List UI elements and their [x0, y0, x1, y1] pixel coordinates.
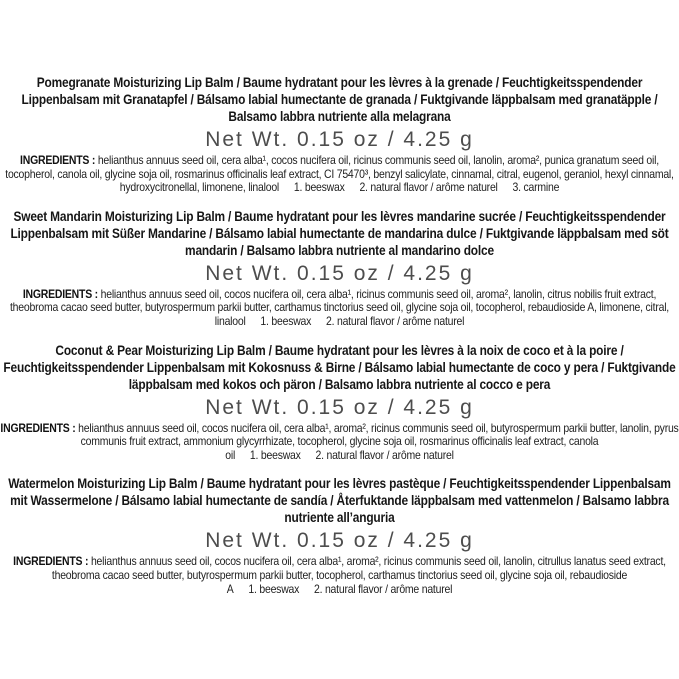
footnote: 1. beeswax: [249, 447, 301, 462]
footnote: 2. natural flavor / arôme naturel: [313, 581, 453, 596]
product-title: Pomegranate Moisturizing Lip Balm / Baume hydratant pour les lèvres à la grenade / Feuchtigkeitsspendender Lippenbalsam mit Granatapfel / Bálsamo labial humectante de granada / Fuktgivande läppbalsam med granatäpple / Balsamo labbra nutriente alla melagrana: [21, 74, 658, 124]
ingredients-paragraph: [0, 555, 679, 596]
net-weight: Net Wt. 0.15 oz / 4.25 g: [205, 529, 474, 553]
footnote: 1. beeswax: [248, 581, 300, 596]
product-section-coconut-pear: [0, 342, 679, 463]
product-title: Watermelon Moisturizing Lip Balm / Baume hydratant pour les lèvres pastèque / Feuchtigkeitsspendender Lippenbalsam mit Wassermelone / Bálsamo labial humectante de sandía / Återfuktande läppbalsam med vattenmelon / Balsamo labbra nutriente all’anguria: [8, 475, 671, 526]
net-weight: Net Wt. 0.15 oz / 4.25 g: [205, 261, 474, 285]
footnote: 3. carmine: [512, 180, 560, 195]
ingredients-label: INGREDIENTS :: [13, 554, 89, 569]
ingredients-label: INGREDIENTS :: [20, 153, 96, 167]
ingredients-paragraph: [0, 422, 679, 463]
product-section-watermelon: [0, 475, 679, 596]
ingredients-paragraph: [0, 154, 679, 195]
ingredients-text: helianthus annuus seed oil, cocos nucifera oil, cera alba¹, ricinus communis seed oil, aroma², lanolin, citrus nobilis fruit extract, theobroma cacao seed butter, butyrospermum parkii butter, carthamus tinctorius seed oil, glycine soja oil, tocopherol, rebaudioside A, limonene, citral, linalool: [9, 286, 670, 328]
ingredients-text: helianthus annuus seed oil, cocos nucifera oil, cera alba¹, aroma², ricinus communis seed oil, lanolin, citrullus lanatus seed extract, theobroma cacao seed butter, butyrospermum parkii butter, tocopherol, carthamus tinctorius seed oil, glycine soja oil, rebaudioside A: [51, 554, 666, 596]
ingredients-text: helianthus annuus seed oil, cocos nucifera oil, cera alba¹, aroma², ricinus communis seed oil, butyrospermum parkii butter, lanolin, pyrus communis fruit extract, ammonium glycyrrhizate, tocopherol, glycine soja oil, rosmarinus officinalis leaf extract, canola oil: [78, 420, 679, 462]
product-section-pomegranate: [0, 74, 679, 195]
net-weight: Net Wt. 0.15 oz / 4.25 g: [205, 128, 474, 151]
footnote: 2. natural flavor / arôme naturel: [315, 447, 454, 462]
ingredients-label: INGREDIENTS :: [0, 420, 76, 435]
product-section-sweet-mandarin: [0, 208, 679, 329]
footnote: 2. natural flavor / arôme naturel: [325, 313, 465, 328]
product-title: Coconut & Pear Moisturizing Lip Balm / Baume hydratant pour les lèvres à la noix de coco et à la poire / Feuchtigkeitsspendender Lippenbalsam mit Kokosnuss & Birne / Bálsamo labial humectante de coco y pera / Fuktgivande läppbalsam med kokos och päron / Balsamo labbra nutriente al cocco e pera: [3, 341, 676, 392]
ingredients-paragraph: [0, 288, 679, 329]
net-weight: Net Wt. 0.15 oz / 4.25 g: [205, 395, 474, 419]
product-title: Sweet Mandarin Moisturizing Lip Balm / Baume hydratant pour les lèvres mandarine sucrée / Feuchtigkeitsspendender Lippenbalsam mit Süßer Mandarine / Bálsamo labial humectante de mandarina dulce / Fuktgivande läppbalsam med söt mandarin / Balsamo labbra nutriente al mandarino dolce: [10, 207, 669, 258]
ingredients-text: helianthus annuus seed oil, cera alba¹, cocos nucifera oil, ricinus communis seed oil, lanolin, aroma², punica granatum seed oil, tocopherol, canola oil, glycine soja oil, rosmarinus officinalis leaf extract, CI 75470³, benzyl salicylate, cinnamal, citral, eugenol, geraniol, hexyl cinnamal, hydroxycitronellal, limonene, linalool: [5, 153, 674, 195]
ingredients-label: INGREDIENTS :: [22, 286, 98, 301]
footnote: 1. beeswax: [260, 313, 312, 328]
footnote: 2. natural flavor / arôme naturel: [359, 180, 498, 195]
footnote: 1. beeswax: [293, 180, 345, 195]
